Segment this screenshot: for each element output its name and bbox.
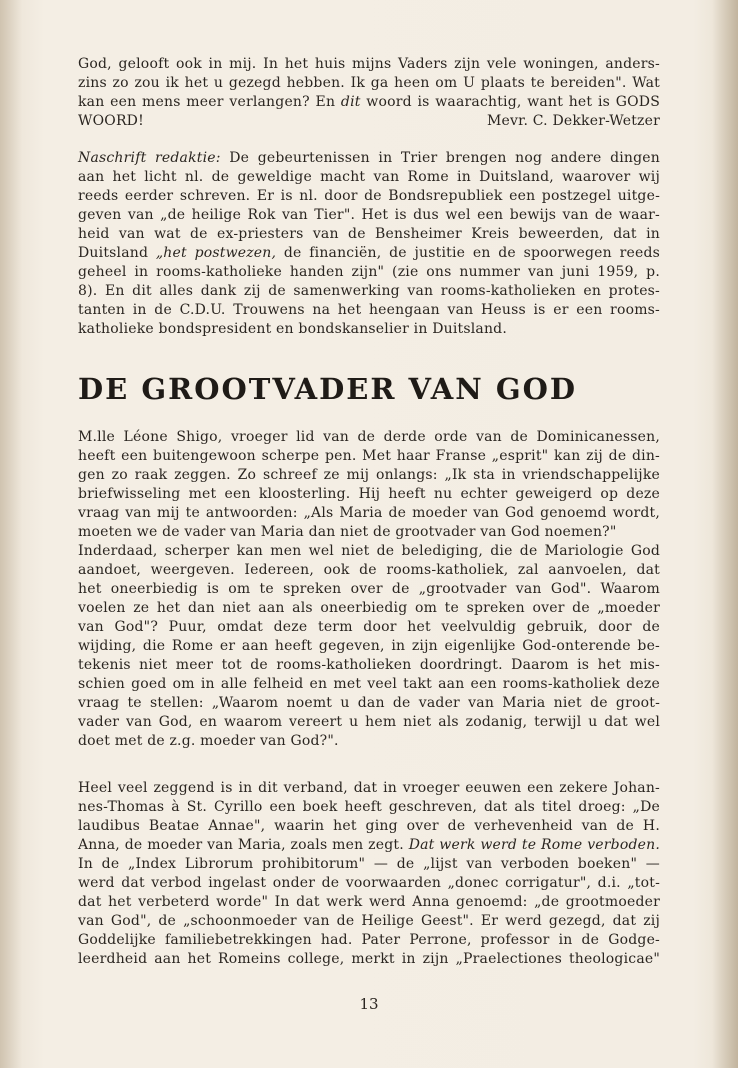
text-line: briefwisseling met een kloosterling. Hij heeft nu echter geweigerd op deze	[78, 486, 660, 502]
text-line: voelen ze het dan niet aan als oneerbiedig om te spreken over de „moeder	[78, 600, 660, 616]
signature: Mevr. C. Dekker-Wetzer	[486, 113, 660, 129]
text-line: reeds eerder schreven. Er is nl. door de Bondsrepubliek een postzegel uitge-	[78, 188, 660, 204]
text-line: vraag van mij te antwoorden: „Als Maria de moeder van God genoemd wordt,	[78, 505, 660, 521]
text-line: geven van „de heilige Rok van Tier". Het is dus wel een bewijs van de waar-	[78, 207, 660, 223]
text-line: 8). En dit alles dank zij de samenwerking van rooms-katholieken en protes-	[78, 283, 660, 299]
text-line: kan een mens meer verlangen? En dit woord is waarachtig, want het is GODS	[78, 94, 660, 110]
text-line: moeten we de vader van Maria dan niet de grootvader van God noemen?"	[78, 524, 617, 540]
text-line: In de „Index Librorum prohibitorum" — de „lijst van verboden boeken" —	[78, 856, 660, 872]
text-line: Inderdaad, scherper kan men wel niet de belediging, die de Mariologie God	[78, 543, 660, 559]
closing-word: WOORD!	[78, 113, 144, 129]
text-line: vader van God, en waarom vereert u hem niet als zodanig, terwijl u dat wel	[78, 714, 660, 730]
text-line: katholieke bondspresident en bondskanselier in Duitsland.	[78, 321, 507, 337]
text-line: Anna, de moeder van Maria, zoals men zegt. Dat werk werd te Rome verboden.	[78, 837, 660, 853]
text-line: van God", de „schoonmoeder van de Heilige Geest". Er werd gezegd, dat zij	[78, 913, 660, 929]
text-line: aandoet, weergeven. Iedereen, ook de rooms-katholiek, zal aanvoelen, dat	[78, 562, 660, 578]
text-line: Naschrift redaktie: De gebeurtenissen in Trier brengen nog andere dingen	[78, 150, 660, 166]
text-line: heeft een buitengewoon scherpe pen. Met haar Franse „esprit" kan zij de din-	[78, 448, 660, 464]
text-line: van God"? Puur, omdat deze term door het veelvuldig gebruik, door de	[78, 619, 660, 635]
text-line: geheel in rooms-katholieke handen zijn" (zie ons nummer van juni 1959, p.	[78, 264, 660, 280]
page-number: 13	[359, 995, 379, 1013]
text-line: heid van wat de ex-priesters van de Bensheimer Kreis beweerden, dat in	[78, 226, 660, 242]
article-body	[78, 428, 660, 751]
text-line: wijding, die Rome er aan heeft gegeven, in zijn eigenlijke God-onterende be-	[78, 638, 660, 654]
text-line: gen zo raak zeggen. Zo schreef ze mij onlangs: „Ik sta in vriendschappelijke	[78, 467, 660, 483]
text-line: tanten in de C.D.U. Trouwens na het heengaan van Heuss is er een rooms-	[78, 302, 660, 318]
text-line: Duitsland „het postwezen, de financiën, de justitie en de spoorwegen reeds	[78, 245, 660, 261]
text-line: Heel veel zeggend is in dit verband, dat in vroeger eeuwen een zekere Johan-	[78, 780, 660, 796]
article-continuation	[78, 779, 660, 969]
text-line: M.lle Léone Shigo, vroeger lid van de derde orde van de Dominicanessen,	[78, 429, 660, 445]
signature-row	[78, 112, 660, 131]
text-line: Goddelijke familiebetrekkingen had. Pater Perrone, professor in de Godge-	[78, 932, 660, 948]
text-line: doet met de z.g. moeder van God?".	[78, 733, 339, 749]
text-line: dat het verbeterd worde" In dat werk werd Anna genoemd: „de grootmoeder	[78, 894, 660, 910]
text-line: laudibus Beatae Annae", waarin het ging over de verhevenheid van de H.	[78, 818, 660, 834]
text-line: vraag te stellen: „Waarom noemt u dan de vader van Maria niet de groot-	[78, 695, 660, 711]
editorial-postscript	[78, 149, 660, 339]
text-line: nes-Thomas à St. Cyrillo een boek heeft geschreven, dat als titel droeg: „De	[78, 799, 660, 815]
text-line: aan het licht nl. de geweldige macht van Rome in Duitsland, waarover wij	[78, 169, 660, 185]
text-line: God, gelooft ook in mij. In het huis mijns Vaders zijn vele woningen, anders-	[78, 56, 660, 72]
postscript-label: Naschrift redaktie:	[78, 150, 221, 166]
article-heading: DE GROOTVADER VAN GOD	[78, 372, 578, 406]
letter-ending	[78, 55, 660, 131]
text-line: het oneerbiedig is om te spreken over de „grootvader van God". Waarom	[78, 581, 660, 597]
text-line: leerdheid aan het Romeins college, merkt in zijn „Praelectiones theologicae"	[78, 951, 660, 967]
text-line: werd dat verbod ingelast onder de voorwaarden „donec corrigatur", d.i. „tot-	[78, 875, 660, 891]
text-line: tekenis niet meer tot de rooms-katholieken doordringt. Daarom is het mis-	[78, 657, 660, 673]
text-line: zins zo zou ik het u gezegd hebben. Ik ga heen om U plaats te bereiden". Wat	[78, 75, 660, 91]
text-line: schien goed om in alle felheid en met veel takt aan een rooms-katholiek deze	[78, 676, 660, 692]
